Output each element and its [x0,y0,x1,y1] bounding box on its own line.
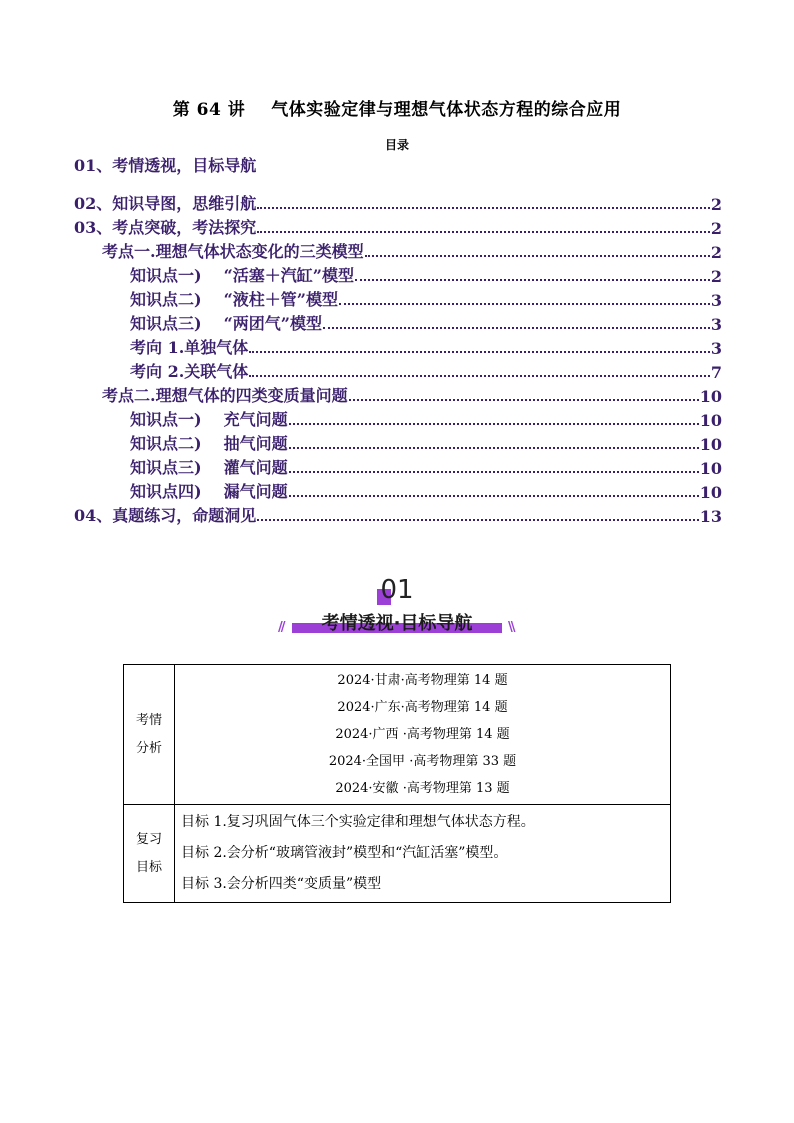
toc-entry-label: 知识点四) [130,482,202,501]
toc-entry-label: 知识点二) [130,434,202,453]
toc-entry[interactable]: 知识点二) 抽气问题 10 [130,432,722,454]
toc-entry[interactable] [74,504,722,526]
toc-entry-page: 10 [699,483,722,502]
list-item: 2024·广东·高考物理第 14 题 [337,700,508,715]
toc-entry[interactable] [74,192,722,214]
toc-entry-page: 2 [710,267,722,286]
toc-entry-label: 考点一.理想气体状态变化的三类模型 [102,242,364,261]
toc-entry[interactable] [102,384,722,406]
toc-entry-page: 10 [699,435,722,454]
toc-entry-label: 03、考点突破，考法探究 [74,218,257,237]
list-item: 2024·甘肃·高考物理第 14 题 [337,673,508,688]
toc-entry-label: 01、考情透视，目标导航 [74,156,257,175]
toc-entry[interactable]: 知识点三) 灌气问题 10 [130,456,722,478]
decor-slash-right: \\ [508,620,514,635]
section-title: 考情透视·目标导航 [321,613,473,634]
toc-entry-page: 10 [699,387,722,406]
list-item: 目标 3.会分析四类“变质量”模型 [181,876,382,892]
list-item: 2024·广西 ·高考物理第 14 题 [335,727,510,742]
toc-entry-page: 3 [710,315,722,334]
toc-entry-label: 考向 2.关联气体 [130,362,249,381]
toc-entry-label: 考点二.理想气体的四类变质量问题 [102,386,348,405]
toc-entry-label: 02、知识导图，思维引航 [74,194,257,213]
toc-entry-page: 10 [699,411,722,430]
toc-entry-label: 知识点二) [130,290,202,309]
toc-entry-page: 2 [710,219,722,238]
list-item: 目标 2.会分析“玻璃管液封”模型和“汽缸活塞”模型。 [181,845,508,861]
toc-entry-label: 04、真题练习，命题洞见 [74,506,257,525]
toc-entry[interactable]: 知识点四) 漏气问题 10 [130,480,722,502]
toc-entry[interactable]: 知识点二) “液柱＋管”模型 3 [130,288,722,310]
toc-entry-page: 13 [699,507,722,526]
list-item: 目标 1.复习巩固气体三个实验定律和理想气体状态方程。 [181,814,535,830]
toc-entry-label: 知识点一) [130,266,202,285]
toc-entry[interactable]: 知识点三) “两团气”模型 3 [130,312,722,334]
toc-entry[interactable] [74,216,722,238]
toc-entry[interactable] [130,360,722,382]
toc-entry-label: 知识点三) [130,458,202,477]
table-row [124,805,671,903]
toc-entry[interactable]: 知识点一) “活塞＋汽缸”模型 2 [130,264,722,286]
toc-entry[interactable] [130,336,722,358]
decor-slash-left: // [278,620,284,635]
page-title [0,95,794,120]
toc-heading: 目录 [384,138,409,152]
toc-entry-label: 知识点三) [130,314,202,333]
toc-entry-page: 2 [710,195,722,214]
toc-entry-page: 7 [710,363,722,382]
toc-entry-label: 知识点一) [130,410,202,429]
exam-source-list [175,665,671,805]
exam-info-table [123,664,671,903]
lecture-number: 第 64 讲 [172,100,246,120]
toc-entry-page: 10 [699,459,722,478]
toc-entry[interactable] [102,240,722,262]
lecture-title: 气体实验定律与理想气体状态方程的综合应用 [271,100,622,120]
section-banner [292,611,502,635]
section-number: 01 [0,575,794,605]
row-label-goals: 复习 目标 [124,805,175,903]
row-label-analysis: 考情 分析 [124,665,175,805]
table-row [124,665,671,805]
toc-entry-page: 3 [710,339,722,358]
toc-entry[interactable]: 知识点一) 充气问题 10 [130,408,722,430]
toc-entry-page: 2 [710,243,722,262]
list-item: 2024·全国甲 ·高考物理第 33 题 [328,754,517,769]
toc-entry-label: 考向 1.单独气体 [130,338,249,357]
review-goal-list [175,805,671,903]
toc-entry-page: 3 [710,291,722,310]
toc-entry[interactable] [74,154,722,176]
list-item: 2024·安徽 ·高考物理第 13 题 [335,781,510,796]
